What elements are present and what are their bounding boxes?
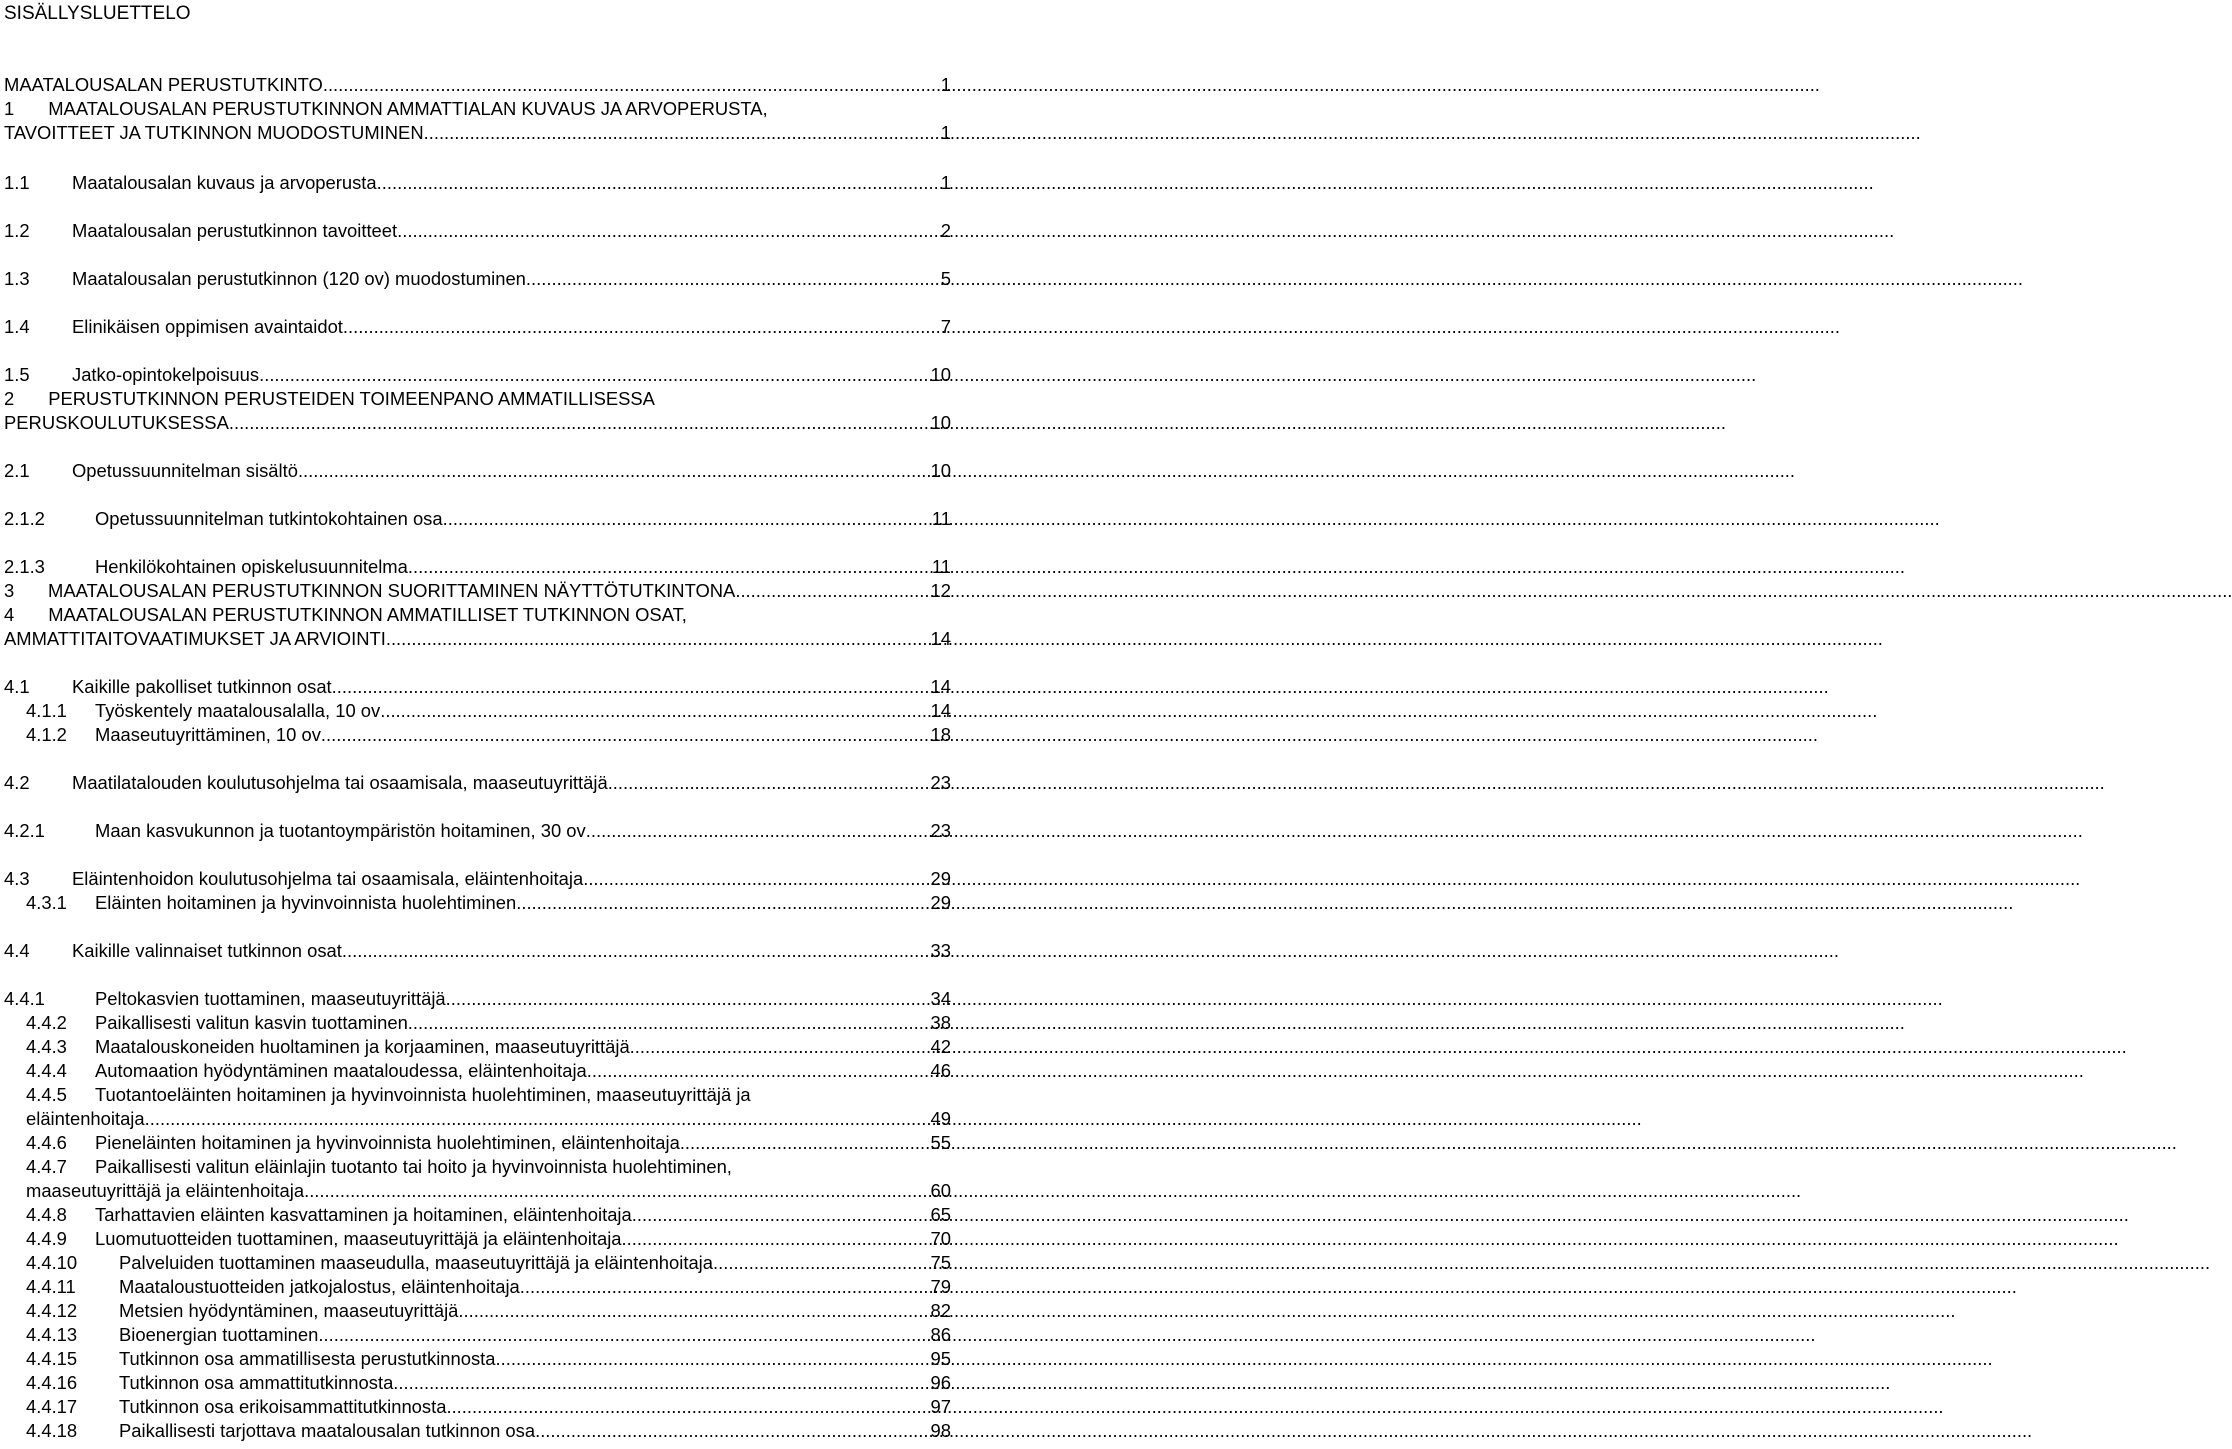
toc-entry[interactable] <box>0 1372 951 1394</box>
toc-entry-page: 2 <box>940 220 951 241</box>
toc-entry[interactable] <box>0 1252 951 1274</box>
toc-entry-page: 29 <box>930 892 951 913</box>
page-title: SISÄLLYSLUETTELO <box>4 3 191 24</box>
toc-entry-text: Eläintenhoidon koulutusohjelma tai osaamisala, eläintenhoitaja <box>72 868 584 889</box>
toc-entry[interactable] <box>0 364 951 386</box>
toc-entry-number: 4.4.3 <box>26 1036 67 1057</box>
toc-entry-text: Paikallisesti valitun kasvin tuottaminen <box>95 1012 408 1033</box>
toc-entry-page: 65 <box>930 1204 951 1225</box>
toc-entry-text: Tarhattavien eläinten kasvattaminen ja hoitaminen, eläintenhoitaja <box>95 1204 632 1225</box>
toc-entry[interactable] <box>0 268 951 290</box>
toc-entry-page: 7 <box>940 316 951 337</box>
toc-entry-text: Maan kasvukunnon ja tuotantoympäristön hoitaminen, 30 ov <box>95 820 586 841</box>
toc-entry-page: 23 <box>930 820 951 841</box>
toc-entry-number: 4.3.1 <box>26 892 67 913</box>
toc-entry-first-line <box>26 1084 751 1106</box>
toc-entry-page: 86 <box>930 1324 951 1345</box>
toc-entry[interactable] <box>0 1132 951 1154</box>
toc-entry-number: 4.4.8 <box>26 1204 67 1225</box>
toc-entry-number: 1.1 <box>4 172 30 193</box>
toc-entry-page: 46 <box>930 1060 951 1081</box>
toc-entry-first-line <box>26 1156 732 1178</box>
toc-entry-number: 3 <box>4 580 15 601</box>
toc-entry-page: 10 <box>930 412 951 433</box>
toc-entry-page: 49 <box>930 1108 951 1129</box>
toc-entry-text: Henkilökohtainen opiskelusuunnitelma <box>95 556 408 577</box>
toc-entry[interactable] <box>0 508 951 530</box>
toc-entry-text: Maaseutuyrittäminen, 10 ov <box>95 724 321 745</box>
toc-entry-page: 98 <box>930 1420 951 1441</box>
toc-entry-page: 79 <box>930 1276 951 1297</box>
toc-entry-first-line <box>4 604 687 626</box>
toc-entry[interactable] <box>0 1108 951 1130</box>
toc-entry[interactable] <box>0 820 951 842</box>
toc-entry-number: 2.1.2 <box>4 508 45 529</box>
toc-entry-text: Maatalousalan perustutkinnon tavoitteet <box>72 220 398 241</box>
toc-entry-number: 2.1.3 <box>4 556 45 577</box>
toc-entry[interactable] <box>0 940 951 962</box>
toc-entry-text: MAATALOUSALAN PERUSTUTKINNON AMMATTIALAN KUVAUS JA ARVOPERUSTA, <box>48 98 768 119</box>
toc-entry-number: 4.2 <box>4 772 30 793</box>
toc-entry-number: 4.1.1 <box>26 700 67 721</box>
toc-entry[interactable] <box>0 580 951 602</box>
toc-entry-text: Jatko-opintokelpoisuus <box>72 364 260 385</box>
toc-entry-number: 4 <box>4 604 15 625</box>
toc-entry-text: Paikallisesti valitun eläinlajin tuotanto tai hoito ja hyvinvoinnista huolehtiminen, <box>95 1156 732 1177</box>
toc-entry[interactable] <box>0 460 951 482</box>
toc-entry-page: 1 <box>940 172 951 193</box>
toc-entry-text: MAATALOUSALAN PERUSTUTKINNON SUORITTAMINEN NÄYTTÖTUTKINTONA <box>48 580 736 601</box>
toc-entry-number: 4.4.18 <box>26 1420 78 1441</box>
toc-entry-text: Opetussuunnitelman tutkintokohtainen osa <box>95 508 443 529</box>
toc-entry[interactable] <box>0 172 951 194</box>
toc-entry-page: 23 <box>930 772 951 793</box>
toc-entry-number: 4.4.10 <box>26 1252 78 1273</box>
toc-entry-number: 4.4.5 <box>26 1084 67 1105</box>
toc-entry-page: 11 <box>931 508 951 529</box>
toc-entry[interactable] <box>0 676 951 698</box>
toc-entry-text: Opetussuunnitelman sisältö <box>72 460 298 481</box>
toc-entry-number: 4.4.15 <box>26 1348 78 1369</box>
toc-entry-page: 96 <box>930 1372 951 1393</box>
table-of-contents <box>0 0 960 1449</box>
toc-entry-text: Bioenergian tuottaminen <box>119 1324 319 1345</box>
toc-entry-text: Peltokasvien tuottaminen, maaseutuyrittäjä <box>95 988 446 1009</box>
toc-entry-text: TAVOITTEET JA TUTKINNON MUODOSTUMINEN <box>4 122 424 143</box>
toc-entry-text: Työskentely maatalousalalla, 10 ov <box>95 700 381 721</box>
toc-entry-text: AMMATTITAITOVAATIMUKSET JA ARVIOINTI <box>4 628 386 649</box>
toc-entry-number: 4.4.1 <box>4 988 45 1009</box>
toc-entry-text: Tutkinnon osa ammatillisesta perustutkinnosta <box>119 1348 496 1369</box>
toc-entry[interactable] <box>0 868 951 890</box>
toc-entry-text: Palveluiden tuottaminen maaseudulla, maaseutuyrittäjä ja eläintenhoitaja <box>119 1252 713 1273</box>
toc-entry-page: 60 <box>930 1180 951 1201</box>
toc-entry-page: 29 <box>930 868 951 889</box>
toc-entry-number: 2.1 <box>4 460 30 481</box>
toc-entry-text: Pieneläinten hoitaminen ja hyvinvoinnista huolehtiminen, eläintenhoitaja <box>95 1132 680 1153</box>
toc-entry-number: 4.4 <box>4 940 30 961</box>
toc-entry-number: 4.4.13 <box>26 1324 78 1345</box>
toc-entry-text: eläintenhoitaja <box>26 1108 145 1129</box>
toc-entry-page: 12 <box>930 580 951 601</box>
toc-entry-page: 42 <box>930 1036 951 1057</box>
toc-entry-number: 1.4 <box>4 316 30 337</box>
toc-entry-page: 55 <box>930 1132 951 1153</box>
toc-entry-page: 82 <box>930 1300 951 1321</box>
toc-entry-text: Paikallisesti tarjottava maatalousalan tutkinnon osa <box>119 1420 536 1441</box>
toc-entry-number: 4.4.12 <box>26 1300 78 1321</box>
toc-entry[interactable] <box>0 1396 951 1418</box>
toc-entry[interactable] <box>0 316 951 338</box>
toc-entry-text: Maatalousalan kuvaus ja arvoperusta <box>72 172 377 193</box>
toc-entry[interactable] <box>0 724 951 746</box>
toc-entry-number: 4.1 <box>4 676 30 697</box>
toc-entry-number: 4.4.6 <box>26 1132 67 1153</box>
toc-entry-text: MAATALOUSALAN PERUSTUTKINTO <box>4 74 323 95</box>
toc-entry[interactable] <box>0 1276 951 1298</box>
toc-entry[interactable] <box>0 628 951 650</box>
toc-entry[interactable] <box>0 74 951 96</box>
toc-entry-page: 5 <box>940 268 951 289</box>
toc-entry-text: Eläinten hoitaminen ja hyvinvoinnista huolehtiminen <box>95 892 517 913</box>
toc-entry[interactable] <box>0 1300 951 1322</box>
toc-entry[interactable] <box>0 220 951 242</box>
toc-entry[interactable] <box>0 988 951 1010</box>
toc-entry-text: Automaation hyödyntäminen maataloudessa, eläintenhoitaja <box>95 1060 587 1081</box>
toc-entry-text: MAATALOUSALAN PERUSTUTKINNON AMMATILLISET TUTKINNON OSAT, <box>48 604 687 625</box>
toc-entry-text: Elinikäisen oppimisen avaintaidot <box>72 316 343 337</box>
toc-entry[interactable] <box>0 1324 951 1346</box>
toc-entry[interactable] <box>0 1348 951 1370</box>
toc-entry-text: PERUSTUTKINNON PERUSTEIDEN TOIMEENPANO AMMATILLISESSA <box>48 388 655 409</box>
toc-entry-text: Luomutuotteiden tuottaminen, maaseutuyrittäjä ja eläintenhoitaja <box>95 1228 622 1249</box>
toc-entry-first-line <box>4 98 768 120</box>
toc-entry-page: 14 <box>930 628 951 649</box>
toc-entry-number: 4.2.1 <box>4 820 45 841</box>
toc-entry-page: 1 <box>940 122 951 143</box>
toc-entry-page: 33 <box>930 940 951 961</box>
toc-entry[interactable] <box>0 1060 951 1082</box>
toc-entry-page: 38 <box>930 1012 951 1033</box>
toc-entry-number: 4.4.11 <box>26 1276 76 1297</box>
toc-entry-number: 2 <box>4 388 15 409</box>
toc-entry-number: 1.5 <box>4 364 30 385</box>
toc-entry-text: Maataloustuotteiden jatkojalostus, eläintenhoitaja <box>119 1276 520 1297</box>
toc-entry-page: 14 <box>930 700 951 721</box>
toc-entry[interactable] <box>0 1228 951 1250</box>
toc-entry-text: Kaikille pakolliset tutkinnon osat <box>72 676 332 697</box>
toc-entry[interactable] <box>0 1012 951 1034</box>
toc-entry[interactable] <box>0 700 951 722</box>
toc-entry-number: 4.4.17 <box>26 1396 78 1417</box>
toc-entry[interactable] <box>0 892 951 914</box>
toc-entry-page: 97 <box>930 1396 951 1417</box>
toc-entry[interactable] <box>0 1420 951 1442</box>
toc-entry-text: Metsien hyödyntäminen, maaseutuyrittäjä <box>119 1300 459 1321</box>
toc-entry-number: 4.4.9 <box>26 1228 67 1249</box>
toc-entry[interactable] <box>0 772 951 794</box>
toc-entry-number: 4.4.4 <box>26 1060 67 1081</box>
toc-entry-text: Maatalouskoneiden huoltaminen ja korjaaminen, maaseutuyrittäjä <box>95 1036 630 1057</box>
toc-entry-text: Kaikille valinnaiset tutkinnon osat <box>72 940 342 961</box>
toc-entry-number: 4.4.2 <box>26 1012 67 1033</box>
toc-entry-text: PERUSKOULUTUKSESSA <box>4 412 229 433</box>
toc-entry-text: Tuotantoeläinten hoitaminen ja hyvinvoinnista huolehtiminen, maaseutuyrittäjä ja <box>95 1084 751 1105</box>
toc-entry[interactable] <box>0 122 951 144</box>
toc-entry-page: 34 <box>930 988 951 1009</box>
toc-entry-number: 4.4.16 <box>26 1372 78 1393</box>
toc-entry[interactable] <box>0 1036 951 1058</box>
toc-entry[interactable] <box>0 1180 951 1202</box>
toc-entry-page: 75 <box>930 1252 951 1273</box>
toc-entry-first-line <box>4 388 655 410</box>
toc-entry[interactable] <box>0 412 951 434</box>
toc-entry-text: maaseutuyrittäjä ja eläintenhoitaja <box>26 1180 305 1201</box>
toc-entry-text: Maatalousalan perustutkinnon (120 ov) muodostuminen <box>72 268 526 289</box>
toc-entry-page: 10 <box>930 364 951 385</box>
toc-entry-number: 1.2 <box>4 220 30 241</box>
toc-entry[interactable] <box>0 1204 951 1226</box>
toc-entry-number: 4.4.7 <box>26 1156 67 1177</box>
toc-entry-number: 1 <box>4 98 15 119</box>
toc-entry-number: 1.3 <box>4 268 30 289</box>
toc-entry-page: 1 <box>940 74 951 95</box>
toc-entry-page: 70 <box>930 1228 951 1249</box>
toc-entry-text: Tutkinnon osa erikoisammattitutkinnosta <box>119 1396 447 1417</box>
toc-entry[interactable] <box>0 556 951 578</box>
toc-entry-text: Maatilatalouden koulutusohjelma tai osaamisala, maaseutuyrittäjä <box>72 772 608 793</box>
toc-entry-page: 10 <box>930 460 951 481</box>
toc-entry-page: 95 <box>930 1348 951 1369</box>
toc-entry-number: 4.1.2 <box>26 724 67 745</box>
toc-entry-number: 4.3 <box>4 868 30 889</box>
toc-entry-page: 14 <box>930 676 951 697</box>
toc-entry-page: 18 <box>930 724 951 745</box>
toc-entry-page: 11 <box>931 556 951 577</box>
toc-entry-text: Tutkinnon osa ammattitutkinnosta <box>119 1372 394 1393</box>
